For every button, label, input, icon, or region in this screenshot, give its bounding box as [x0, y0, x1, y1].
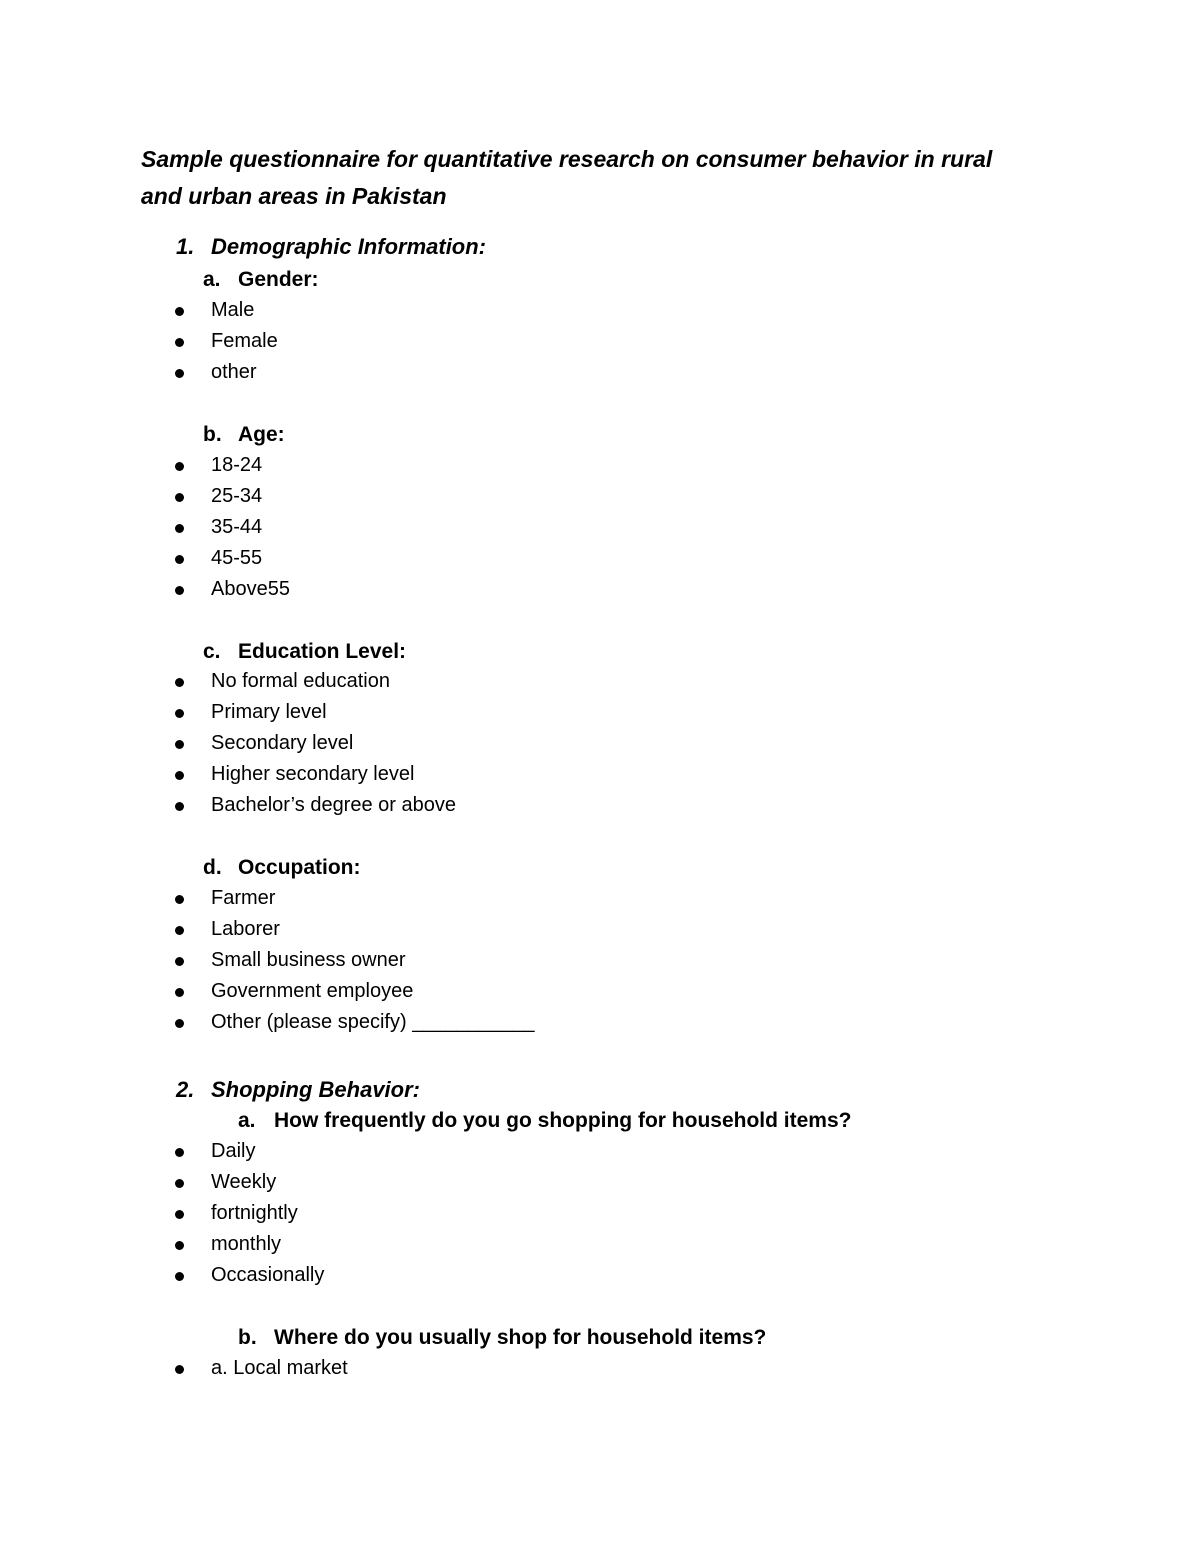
option-text: 25-34: [211, 485, 263, 507]
question-letter: d.: [203, 856, 222, 879]
question-text: How frequently do you go shopping for household items?: [274, 1109, 852, 1132]
bullet-icon: [175, 988, 184, 997]
option-text: Other (please specify) ___________: [211, 1011, 535, 1033]
bullet-icon: [175, 740, 184, 749]
question-text: Where do you usually shop for household items?: [274, 1326, 767, 1349]
option-text: Daily: [211, 1140, 256, 1162]
question-letter: a.: [203, 268, 221, 291]
option-text: Secondary level: [211, 732, 354, 754]
bullet-icon: [175, 926, 184, 935]
question-letter: c.: [203, 640, 221, 663]
option-text: No formal education: [211, 670, 390, 692]
bullet-icon: [175, 678, 184, 687]
option-text: 18-24: [211, 454, 263, 476]
option-text: fortnightly: [211, 1202, 298, 1224]
option-text: Female: [211, 330, 278, 352]
option-text: Bachelor’s degree or above: [211, 794, 456, 816]
option-text: 35-44: [211, 516, 263, 538]
section-heading: Demographic Information:: [211, 234, 487, 259]
bullet-icon: [175, 462, 184, 471]
question-text: Education Level:: [238, 640, 407, 663]
bullet-icon: [175, 1148, 184, 1157]
option-text: a. Local market: [211, 1357, 348, 1379]
option-text: Male: [211, 299, 255, 321]
bullet-icon: [175, 1272, 184, 1281]
question-text: Age:: [238, 423, 285, 446]
bullet-icon: [175, 1179, 184, 1188]
question-letter: a.: [238, 1109, 256, 1132]
option-text: Occasionally: [211, 1264, 325, 1286]
bullet-icon: [175, 957, 184, 966]
bullet-icon: [175, 524, 184, 533]
option-text: other: [211, 361, 257, 383]
bullet-icon: [175, 709, 184, 718]
option-text: Farmer: [211, 887, 276, 909]
bullet-icon: [175, 338, 184, 347]
bullet-icon: [175, 555, 184, 564]
option-text: Weekly: [211, 1171, 277, 1193]
bullet-icon: [175, 1210, 184, 1219]
option-text: Laborer: [211, 918, 280, 940]
option-text: Primary level: [211, 701, 327, 723]
section-number: 1.: [176, 234, 195, 259]
bullet-icon: [175, 771, 184, 780]
bullet-icon: [175, 307, 184, 316]
section-heading: Shopping Behavior:: [211, 1077, 420, 1102]
question-letter: b.: [203, 423, 222, 446]
option-text: monthly: [211, 1233, 282, 1255]
bullet-icon: [175, 1241, 184, 1250]
option-text: Higher secondary level: [211, 763, 415, 785]
option-text: Small business owner: [211, 949, 406, 971]
option-text: Government employee: [211, 980, 414, 1002]
bullet-icon: [175, 1019, 184, 1028]
document-title-line-1: Sample questionnaire for quantitative research on consumer behavior in rural: [141, 146, 993, 172]
document-title-line-2: and urban areas in Pakistan: [141, 183, 447, 209]
bullet-icon: [175, 493, 184, 502]
bullet-icon: [175, 895, 184, 904]
question-text: Gender:: [238, 268, 319, 291]
question-text: Occupation:: [238, 856, 361, 879]
section-number: 2.: [176, 1077, 195, 1102]
option-text: Above55: [211, 578, 290, 600]
option-text: 45-55: [211, 547, 263, 569]
bullet-icon: [175, 586, 184, 595]
question-letter: b.: [238, 1326, 257, 1349]
bullet-icon: [175, 369, 184, 378]
bullet-icon: [175, 1365, 184, 1374]
bullet-icon: [175, 802, 184, 811]
